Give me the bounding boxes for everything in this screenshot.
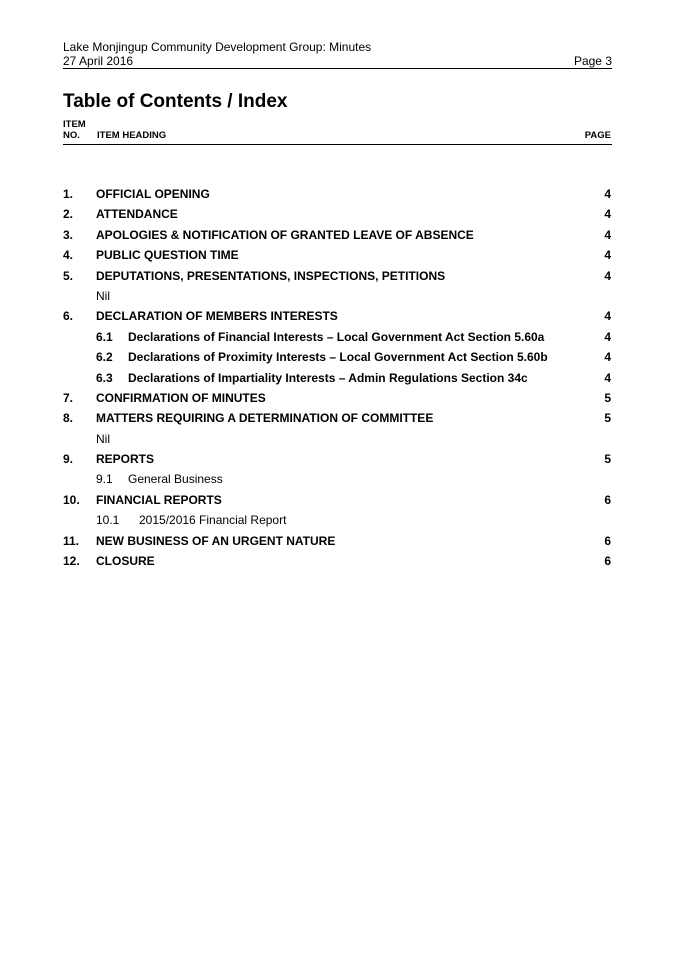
toc-item-page: 5 [604,452,611,467]
toc-item-number: 10. [63,492,80,507]
toc-item-heading: DEPUTATIONS, PRESENTATIONS, INSPECTIONS, PETITIONS [96,268,446,283]
toc-subitem-heading: 2015/2016 Financial Report [139,513,287,528]
toc-list [63,184,612,571]
toc-item-page: 6 [604,492,611,507]
toc-item-number: 9. [63,452,74,467]
toc-item-heading: PUBLIC QUESTION TIME [96,248,239,263]
toc-item-heading: DECLARATION OF MEMBERS INTERESTS [96,309,338,324]
toc-row [63,306,612,326]
toc-item-number: 8. [63,411,74,426]
toc-item-number: 4. [63,248,74,263]
toc-item-heading: REPORTS [96,452,155,467]
toc-item-heading: APOLOGIES & NOTIFICATION OF GRANTED LEAVE OF ABSENCE [96,227,474,242]
toc-note: Nil [96,288,110,303]
toc-note-row [63,429,612,449]
toc-subitem-page: 4 [604,329,611,344]
item-heading-header: ITEM HEADING [97,130,167,141]
toc-item-number: 2. [63,207,74,222]
toc-item-page: 5 [604,411,611,426]
toc-subitem-number: 10.1 [96,513,120,528]
toc-item-number: 12. [63,554,80,569]
toc-subrow [63,327,612,347]
toc-subrow [63,368,612,388]
toc-subrow [63,510,612,530]
toc-subitem-number: 6.2 [96,350,113,365]
toc-item-page: 4 [604,227,611,242]
toc-item-heading: CONFIRMATION OF MINUTES [96,390,266,405]
toc-item-heading: ATTENDANCE [96,207,178,222]
toc-item-page: 6 [604,554,611,569]
item-no-header-line1: ITEM [63,119,86,130]
toc-row [63,449,612,469]
toc-item-page: 6 [604,533,611,548]
toc-subitem-heading: Declarations of Impartiality Interests – Admin Regulations Section 34c [128,370,528,385]
page-header [63,40,612,68]
toc-row [63,204,612,224]
toc-row [63,490,612,510]
toc-subitem-heading: Declarations of Financial Interests – Local Government Act Section 5.60a [128,329,545,344]
toc-subitem-number: 6.1 [96,329,113,344]
toc-note: Nil [96,431,110,446]
toc-subitem-heading: General Business [128,472,223,487]
toc-item-heading: MATTERS REQUIRING A DETERMINATION OF COMMITTEE [96,411,434,426]
page-header-col: PAGE [584,130,611,141]
toc-item-page: 4 [604,268,611,283]
page-title: Table of Contents / Index [63,91,288,112]
toc-row [63,225,612,245]
toc-row [63,551,612,571]
toc-row [63,184,612,204]
toc-row [63,266,612,286]
column-header-rule [63,144,612,145]
toc-item-page: 4 [604,309,611,324]
toc-item-number: 11. [63,533,80,548]
toc-subitem-page: 4 [604,370,611,385]
toc-item-heading: NEW BUSINESS OF AN URGENT NATURE [96,533,336,548]
toc-item-number: 1. [63,187,74,201]
toc-subitem-number: 9.1 [96,472,113,487]
header-rule [63,68,612,69]
header-org-title: Lake Monjingup Community Development Group: Minutes [63,40,372,54]
header-page-number: Page 3 [573,54,612,68]
toc-subitem-heading: Declarations of Proximity Interests – Local Government Act Section 5.60b [128,350,548,365]
toc-row [63,408,612,428]
header-date: 27 April 2016 [63,54,134,68]
toc-item-heading: OFFICIAL OPENING [96,187,210,201]
toc-row [63,245,612,265]
toc-subrow [63,469,612,489]
toc-subrow [63,347,612,367]
toc-item-number: 6. [63,309,74,324]
toc-item-page: 5 [604,390,611,405]
toc-item-number: 7. [63,390,74,405]
toc-subitem-page: 4 [604,350,611,365]
toc-item-page: 4 [604,207,611,222]
toc-item-page: 4 [604,248,611,263]
toc-item-page: 4 [604,187,611,201]
toc-note-row [63,286,612,306]
toc-item-heading: CLOSURE [96,554,155,569]
toc-item-heading: FINANCIAL REPORTS [96,492,222,507]
toc-row [63,388,612,408]
toc-subitem-number: 6.3 [96,370,113,385]
toc-row [63,531,612,551]
item-no-header-line2: NO. [63,130,80,141]
toc-item-number: 3. [63,227,74,242]
header-date-line [63,54,612,68]
toc-item-number: 5. [63,268,74,283]
